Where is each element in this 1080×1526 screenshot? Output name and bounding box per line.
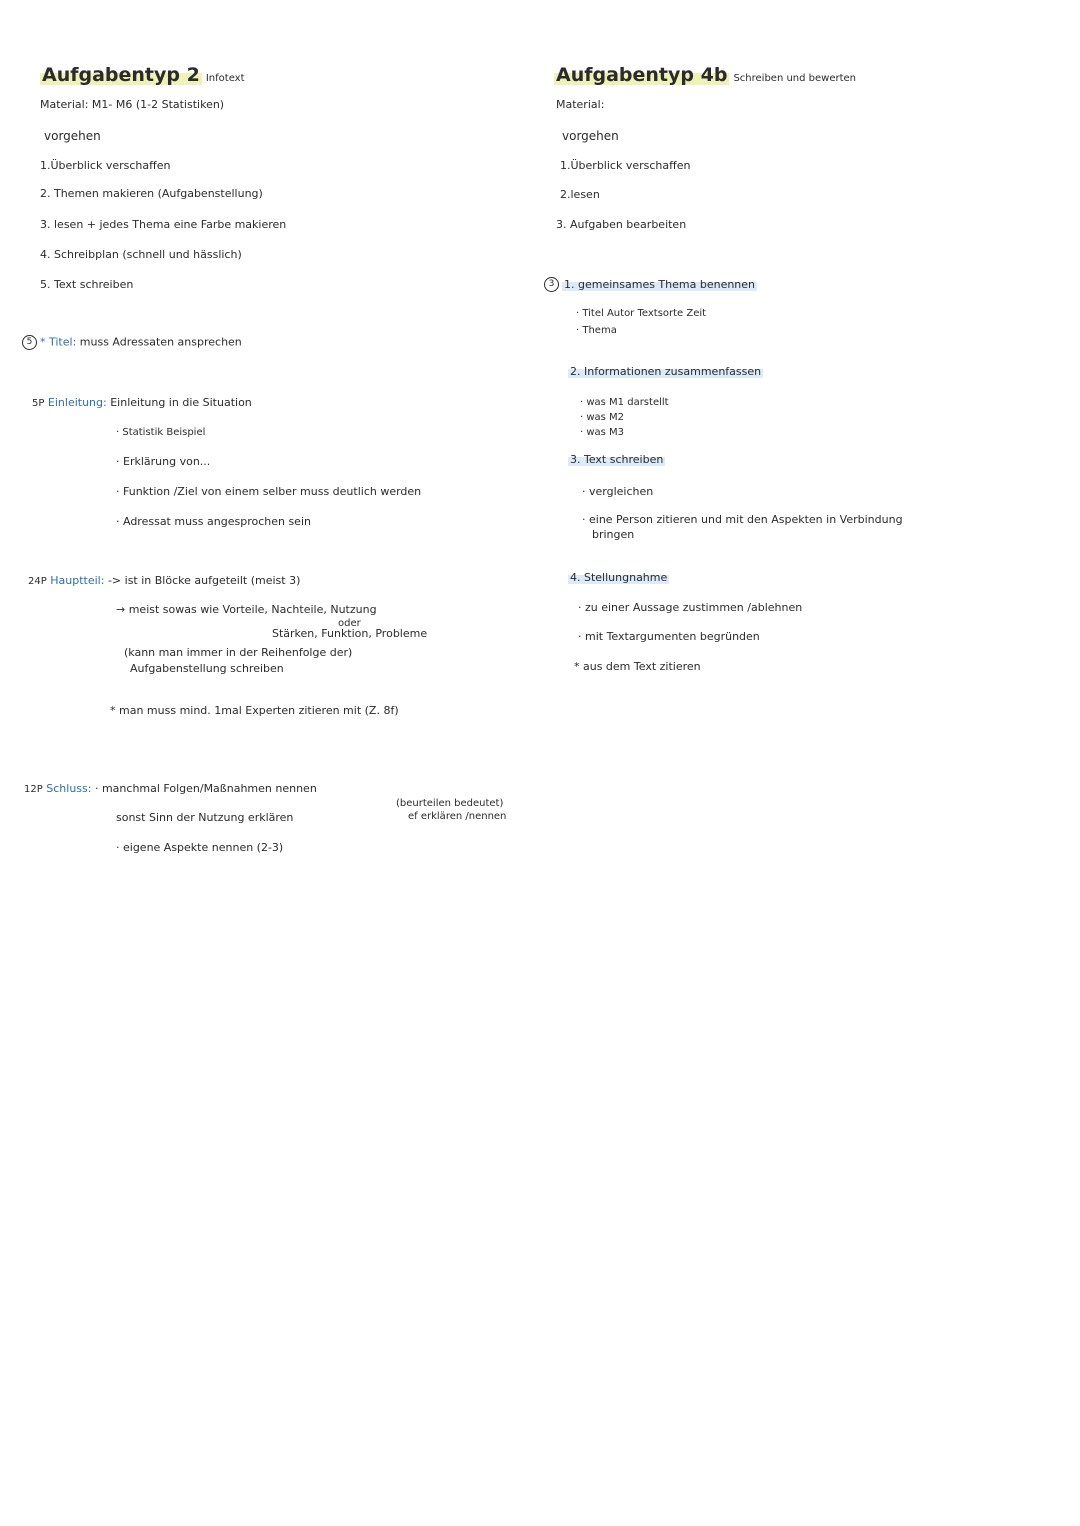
right-step3-bullet-2: · eine Person zitieren und mit den Aspekten in Verbindung xyxy=(582,513,903,526)
right-step4-bullet-2: · mit Textargumenten begründen xyxy=(578,630,760,643)
hauptteil-star: * man muss mind. 1mal Experten zitieren mit (Z. 8f) xyxy=(110,704,399,717)
schluss-aside-2: ef erklären /nennen xyxy=(408,811,507,822)
einleitung-line xyxy=(32,396,252,411)
titel-label: * Titel: xyxy=(40,335,77,349)
hauptteil-note-2: Aufgabenstellung schreiben xyxy=(130,662,284,675)
left-title xyxy=(40,64,245,90)
schluss-line-3: · eigene Aspekte nennen (2-3) xyxy=(116,841,284,854)
left-step-1: 1.Überblick verschaffen xyxy=(40,159,171,172)
schluss-aside-1: (beurteilen bedeutet) xyxy=(396,798,504,809)
right-step4-label: 4. Stellungnahme xyxy=(570,571,668,584)
hauptteil-line-1: → meist sowas wie Vorteile, Nachteile, Nutzung xyxy=(116,603,377,616)
right-title-suffix: Schreiben und bewerten xyxy=(733,73,857,84)
right-step3-bullet-1: · vergleichen xyxy=(582,485,654,498)
right-step3-label: 3. Text schreiben xyxy=(570,453,664,466)
right-step4-bullet-3: * aus dem Text zitieren xyxy=(574,660,701,673)
right-section-2 xyxy=(568,365,763,379)
schluss-points: 12P xyxy=(24,784,43,795)
einleitung-bullet-4: · Adressat muss angesprochen sein xyxy=(116,515,311,528)
right-title-text: Aufgabentyp 4b xyxy=(556,64,728,86)
einleitung-bullet-1: · Statistik Beispiel xyxy=(116,427,206,438)
left-vorgehen: vorgehen xyxy=(44,129,101,143)
left-step-3: 3. lesen + jedes Thema eine Farbe makieren xyxy=(40,218,287,231)
schluss-line xyxy=(24,782,317,797)
einleitung-text: Einleitung in die Situation xyxy=(110,396,252,409)
einleitung-bullet-2: · Erklärung von... xyxy=(116,455,211,468)
hauptteil-line xyxy=(28,574,300,589)
right-title xyxy=(554,64,856,90)
einleitung-label: Einleitung: xyxy=(47,396,107,409)
einleitung-points: 5P xyxy=(32,398,45,409)
right-section-1 xyxy=(544,277,757,292)
hauptteil-oder: oder xyxy=(338,618,361,629)
hauptteil-points: 24P xyxy=(28,576,47,587)
schluss-label: Schluss: xyxy=(46,782,92,795)
right-step1-label: 1. gemeinsames Thema benennen xyxy=(564,277,756,291)
hauptteil-note-1: (kann man immer in der Reihenfolge der) xyxy=(124,646,353,659)
einleitung-bullet-3: · Funktion /Ziel von einem selber muss deutlich werden xyxy=(116,485,422,498)
left-material: Material: M1- M6 (1-2 Statistiken) xyxy=(40,98,225,111)
schluss-line-1: · manchmal Folgen/Maßnahmen nennen xyxy=(94,782,317,795)
right-step-2: 2.lesen xyxy=(560,188,600,201)
schluss-line-2: sonst Sinn der Nutzung erklären xyxy=(116,811,294,824)
right-step3-bullet-3: bringen xyxy=(592,528,635,541)
right-step1-bullet-1: · Titel Autor Textsorte Zeit xyxy=(576,308,707,319)
left-step-5: 5. Text schreiben xyxy=(40,278,134,291)
right-vorgehen: vorgehen xyxy=(562,129,619,143)
right-section-3 xyxy=(568,453,665,467)
hauptteil-text: -> ist in Blöcke aufgeteilt (meist 3) xyxy=(107,574,301,587)
right-step1-bullet-2: · Thema xyxy=(576,325,617,336)
right-step4-bullet-1: · zu einer Aussage zustimmen /ablehnen xyxy=(578,601,803,614)
right-section-4 xyxy=(568,571,669,585)
left-title-suffix: Infotext xyxy=(205,73,245,84)
hauptteil-line-2: Stärken, Funktion, Probleme xyxy=(272,627,428,640)
left-title-text: Aufgabentyp 2 xyxy=(42,64,200,86)
right-step2-bullet-3: · was M3 xyxy=(580,427,625,438)
titel-text: muss Adressaten ansprechen xyxy=(79,335,242,349)
titel-line xyxy=(22,335,242,350)
circled-number: 5 xyxy=(22,335,37,350)
left-step-2: 2. Themen makieren (Aufgabenstellung) xyxy=(40,187,263,200)
right-step-1: 1.Überblick verschaffen xyxy=(560,159,691,172)
right-step2-label: 2. Informationen zusammenfassen xyxy=(570,365,762,378)
left-step-4: 4. Schreibplan (schnell und hässlich) xyxy=(40,248,242,261)
right-material: Material: xyxy=(556,98,605,111)
right-step-3: 3. Aufgaben bearbeiten xyxy=(556,218,687,231)
right-step2-bullet-1: · was M1 darstellt xyxy=(580,397,669,408)
circled-number: 3 xyxy=(544,277,559,292)
hauptteil-label: Hauptteil: xyxy=(50,574,105,587)
right-step2-bullet-2: · was M2 xyxy=(580,412,625,423)
